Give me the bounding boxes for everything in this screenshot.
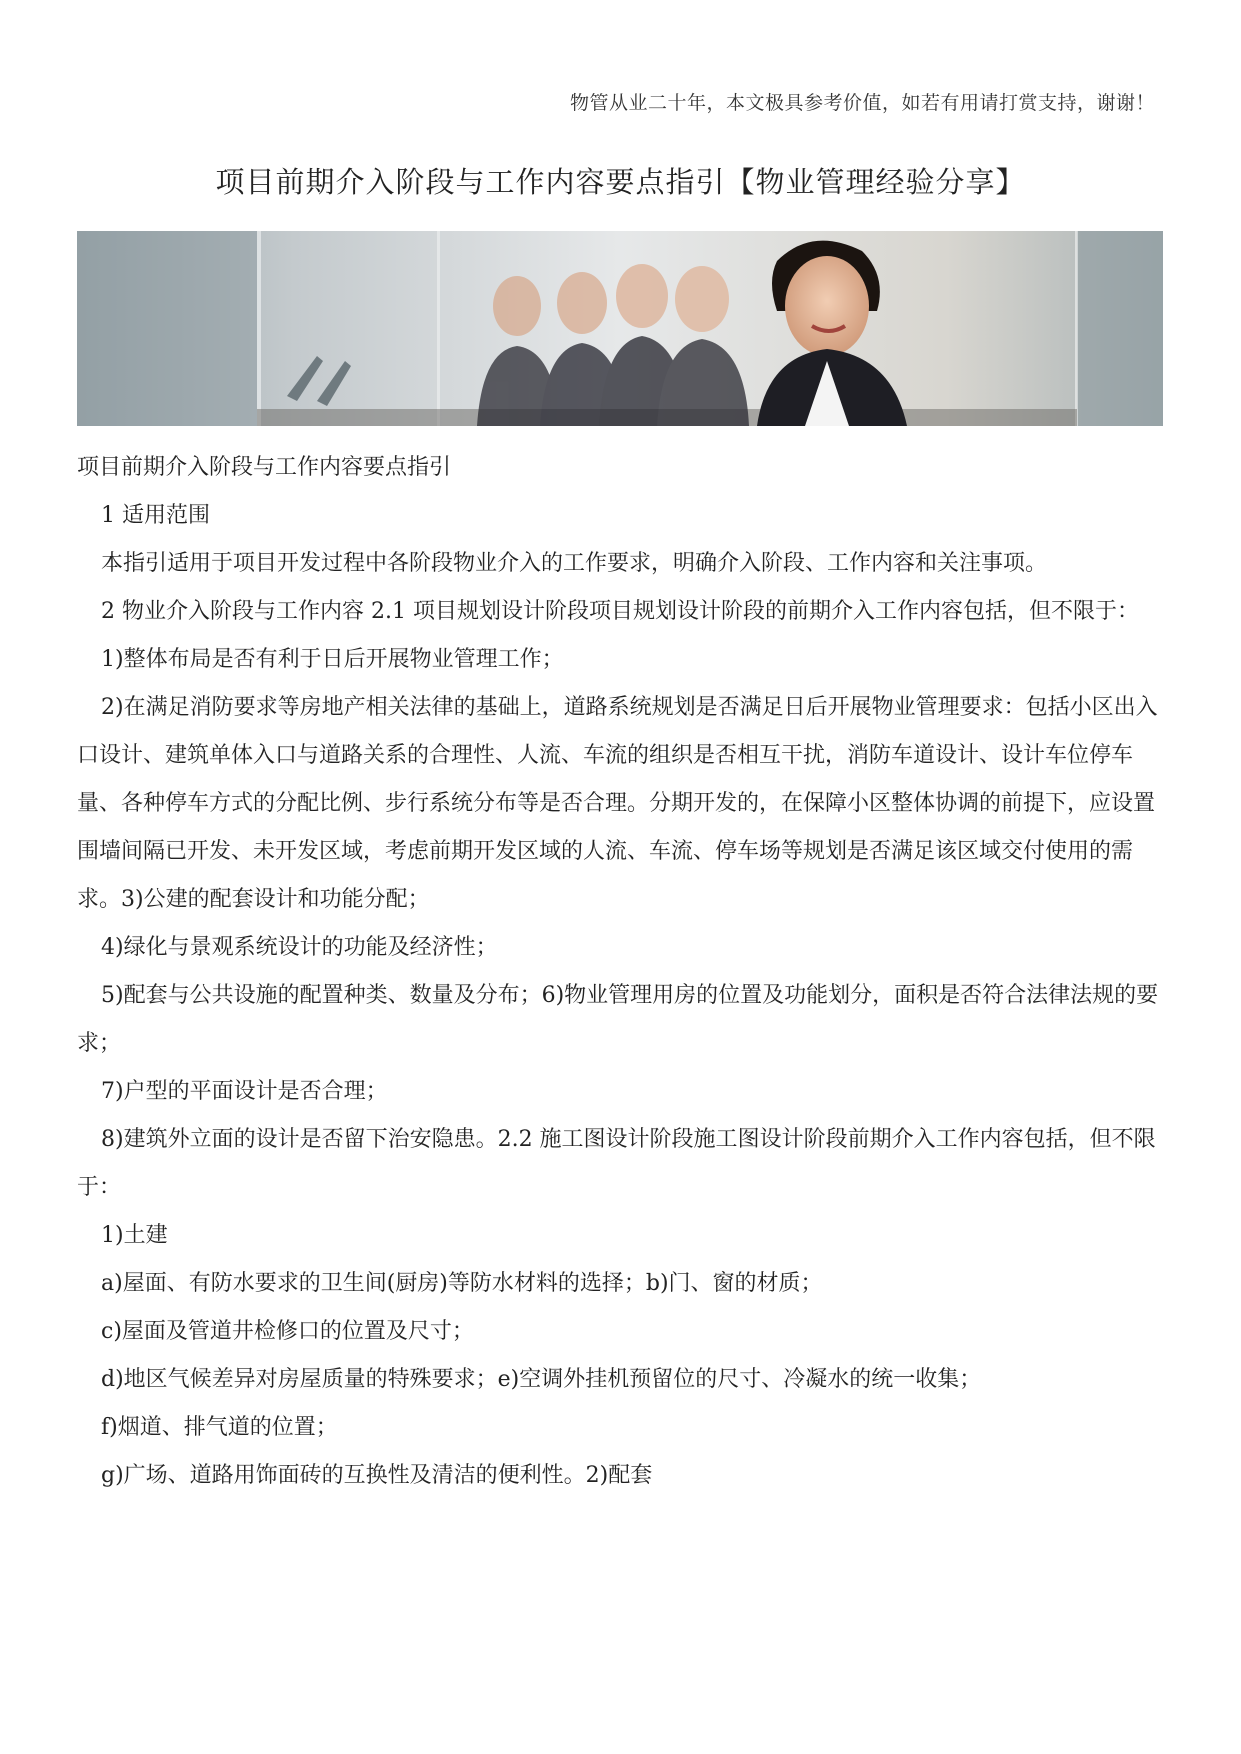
paragraph: 2 物业介入阶段与工作内容 2.1 项目规划设计阶段项目规划设计阶段的前期介入工作内容包括，但不限于：	[101, 599, 1139, 624]
list-item: 1)整体布局是否有利于日后开展物业管理工作；	[101, 647, 564, 672]
list-item: 2)在满足消防要求等房地产相关法律的基础上，道路系统规划是否满足日后开展物业管理要求：包括小区出入口设计、建筑单体入口与道路关系的合理性、人流、车流的组织是否相互干扰，消防车道设计、设计车位停车量、各种停车方式的分配比例、步行系统分布等是否合理。分期开发的，在保障小区整体协调的前提下，应设置围墙间隔已开发、未开发区域，考虑前期开发区域的人流、车流、停车场等规划是否满足该区域交付使用的需求。3)公建的配套设计和功能分配；	[77, 695, 1158, 912]
list-item: c)屋面及管道井检修口的位置及尺寸；	[101, 1319, 474, 1344]
list-item: 5)配套与公共设施的配置种类、数量及分布；6)物业管理用房的位置及功能划分，面积是否符合法律法规的要求；	[77, 983, 1159, 1056]
banner-image	[77, 231, 1163, 426]
paragraph: 本指引适用于项目开发过程中各阶段物业介入的工作要求，明确介入阶段、工作内容和关注事项。	[101, 551, 1048, 576]
list-item: 8)建筑外立面的设计是否留下治安隐患。2.2 施工图设计阶段施工图设计阶段前期介入工作内容包括，但不限于：	[77, 1127, 1156, 1200]
list-item: 7)户型的平面设计是否合理；	[101, 1079, 388, 1104]
list-item: 4)绿化与景观系统设计的功能及经济性；	[101, 935, 498, 960]
body-heading: 项目前期介入阶段与工作内容要点指引	[77, 455, 452, 480]
list-item: d)地区气候差异对房屋质量的特殊要求；e)空调外挂机预留位的尺寸、冷凝水的统一收集；	[101, 1367, 982, 1392]
business-team-photo-icon	[77, 231, 1163, 426]
document-body	[77, 444, 1165, 1500]
section-heading: 1 适用范围	[101, 503, 210, 528]
list-item: f)烟道、排气道的位置；	[101, 1415, 338, 1440]
document-title: 项目前期介入阶段与工作内容要点指引【物业管理经验分享】	[215, 165, 1026, 199]
header-note: 物管从业二十年，本文极具参考价值，如若有用请打赏支持，谢谢！	[569, 92, 1155, 114]
list-item: 1)土建	[101, 1223, 168, 1248]
list-item: g)广场、道路用饰面砖的互换性及清洁的便利性。2)配套	[101, 1463, 653, 1488]
list-item: a)屋面、有防水要求的卫生间(厨房)等防水材料的选择；b)门、窗的材质；	[101, 1271, 823, 1296]
